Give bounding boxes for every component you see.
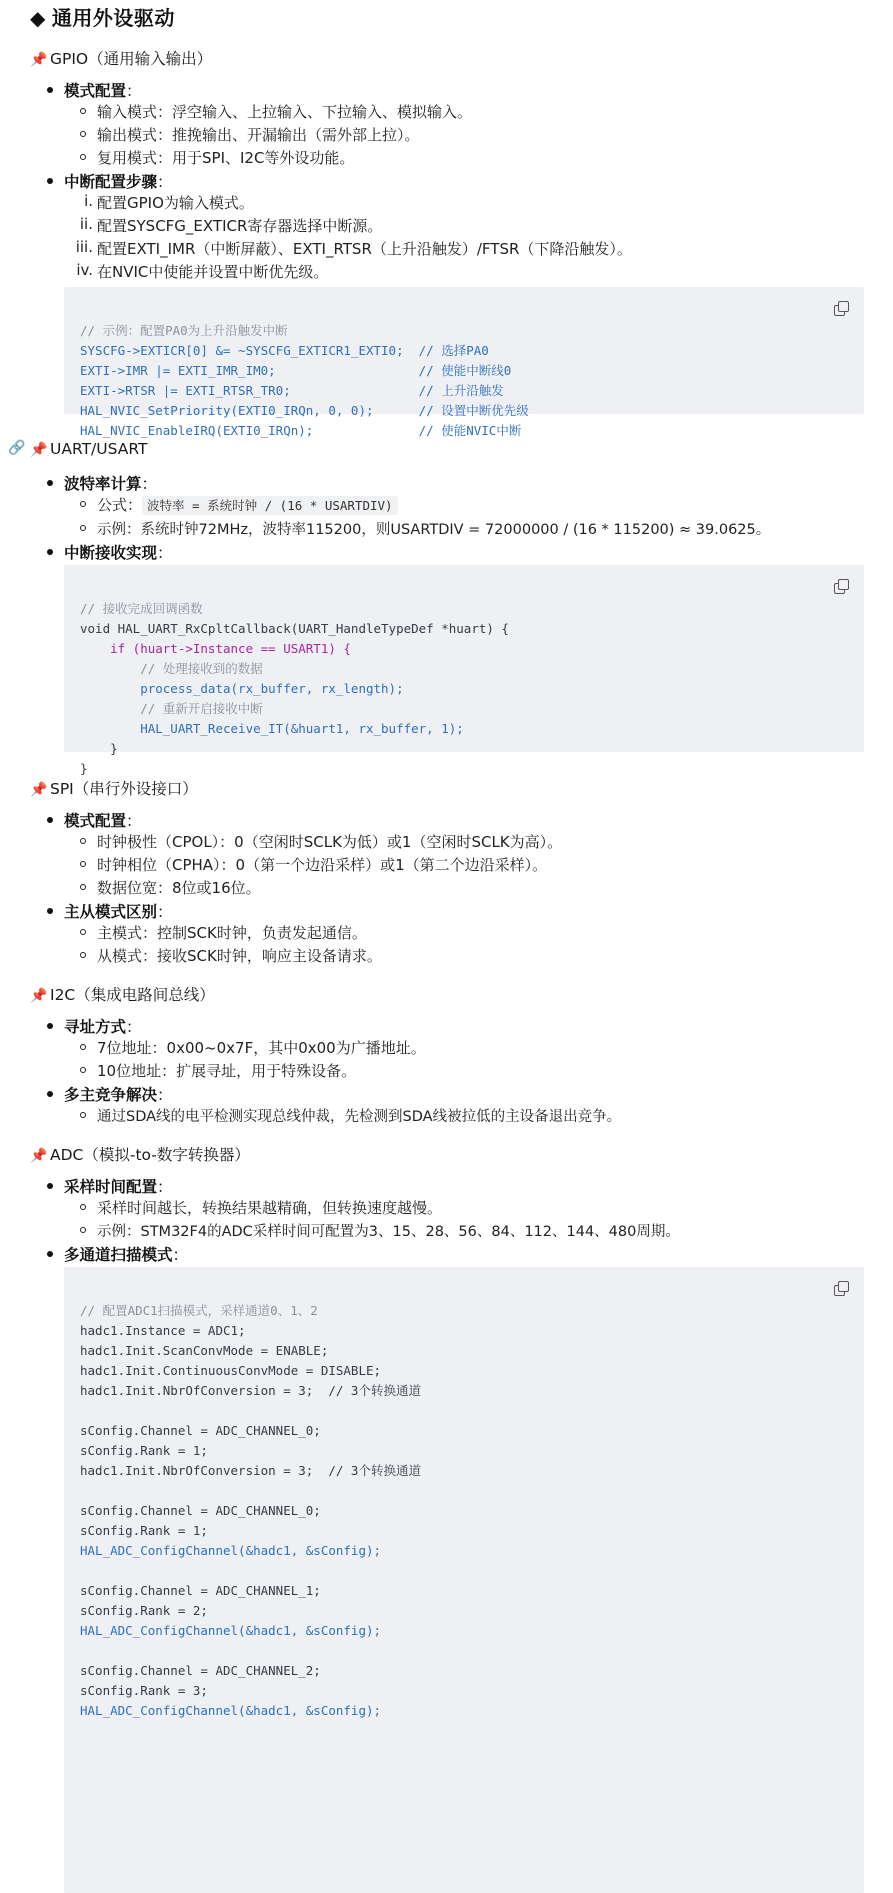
pushpin-icon: 📌	[30, 442, 48, 458]
pushpin-icon: 📌	[30, 988, 48, 1004]
list-item-multi-master: 多主竞争解决：	[64, 1083, 173, 1105]
inline-code: 波特率 = 系统时钟 / (16 * USARTDIV)	[142, 496, 398, 515]
ordered-item: iv. 在NVIC中使能并设置中断优先级。	[76, 261, 329, 281]
list-item: 通过SDA线的电平检测实现总线仲裁，先检测到SDA线被拉低的主设备退出竞争。	[97, 1105, 621, 1126]
list-item: 采样时间越长，转换结果越精确，但转换速度越慢。	[97, 1199, 443, 1217]
list-item: 复用模式：用于SPI、I2C等外设功能。	[97, 149, 355, 167]
list-item: 7位地址：0x00~0x7F，其中0x00为广播地址。	[97, 1039, 426, 1057]
section-title-uart: 🔗 📌 UART/USART	[8, 440, 148, 458]
link-icon[interactable]: 🔗	[8, 440, 26, 456]
ordered-item: ii. 配置SYSCFG_EXTICR寄存器选择中断源。	[79, 215, 383, 235]
copy-icon[interactable]	[834, 579, 848, 593]
code-block-adc: // 配置ADC1扫描模式，采样通道0、1、2 hadc1.Instance = ADC1; hadc1.Init.ScanConvMode = ENABLE; hadc1.Init.ContinuousConvMode = DISABLE; hadc1.Init.NbrOfConversion = 3; // 3个转换通道 sConfig.Channel = ADC_CHANNEL_0; sConfig.Rank = 1; hadc1.Init.NbrOfConversion = 3; // 3个转换通道 sConfig.Channel = ADC_CHANNEL_0; sConfig.Rank = 1; HAL_ADC_ConfigChannel(&hadc1, &sConfig); sConfig.Channel = ADC_CHANNEL_1; sConfig.Rank = 2; HAL_ADC_ConfigChannel(&hadc1, &sConfig); sConfig.Channel = ADC_CHANNEL_2; sConfig.Rank = 3; HAL_ADC_ConfigChannel(&hadc1, &sConfig);	[64, 1267, 864, 1893]
list-item: 从模式：接收SCK时钟，响应主设备请求。	[97, 947, 382, 965]
list-item-scan-mode: 多通道扫描模式：	[64, 1243, 188, 1265]
pushpin-icon: 📌	[30, 52, 48, 68]
list-item: 10位地址：扩展寻址，用于特殊设备。	[97, 1062, 357, 1080]
ordered-item: i. 配置GPIO为输入模式。	[84, 192, 254, 212]
section-title-adc: 📌 ADC（模拟-to-数字转换器）	[30, 1146, 250, 1164]
list-item: 示例：STM32F4的ADC采样时间可配置为3、15、28、56、84、112、144、480周期。	[97, 1220, 680, 1241]
pushpin-icon: 📌	[30, 782, 48, 798]
list-item-baud-calc: 波特率计算：	[64, 472, 157, 494]
list-item-irq-steps: 中断配置步骤：	[64, 170, 173, 192]
list-item-sample-time: 采样时间配置：	[64, 1175, 173, 1197]
diamond-icon: ◆	[30, 6, 46, 30]
list-item: 时钟相位（CPHA）：0（第一个边沿采样）或1（第二个边沿采样）。	[97, 856, 548, 874]
pushpin-icon: 📌	[30, 1148, 48, 1164]
section-title-spi: 📌 SPI（串行外设接口）	[30, 780, 198, 798]
copy-icon[interactable]	[834, 301, 848, 315]
list-item-addressing: 寻址方式：	[64, 1015, 142, 1037]
list-item-formula: 公式： 波特率 = 系统时钟 / (16 * USARTDIV)	[97, 494, 398, 515]
list-item: 输入模式：浮空输入、上拉输入、下拉输入、模拟输入。	[97, 103, 473, 121]
list-item-mode-config: 模式配置：	[64, 79, 142, 101]
list-item-irq-receive: 中断接收实现：	[64, 541, 173, 563]
code-block-uart: // 接收完成回调函数 void HAL_UART_RxCpltCallback(UART_HandleTypeDef *huart) { if (huart->Instance == USART1) { // 处理接收到的数据 process_data(rx_buffer, rx_length); // 重新开启接收中断 HAL_UART_Receive_IT(&huart1, rx_buffer, 1); } }	[64, 565, 864, 752]
copy-icon[interactable]	[834, 1281, 848, 1295]
section-title-i2c: 📌 I2C（集成电路间总线）	[30, 986, 215, 1004]
list-item: 输出模式：推挽输出、开漏输出（需外部上拉）。	[97, 126, 420, 144]
list-item: 数据位宽：8位或16位。	[97, 879, 261, 897]
list-item-master-slave: 主从模式区别：	[64, 900, 173, 922]
list-item-mode-config: 模式配置：	[64, 809, 142, 831]
list-item: 时钟极性（CPOL）：0（空闲时SCLK为低）或1（空闲时SCLK为高）。	[97, 833, 563, 851]
section-title-gpio: 📌 GPIO（通用输入输出）	[30, 50, 213, 68]
page-title: ◆ 通用外设驱动	[30, 6, 175, 30]
code-block-gpio: // 示例：配置PA0为上升沿触发中断 SYSCFG->EXTICR[0] &= ~SYSCFG_EXTICR1_EXTI0; // 选择PA0 EXTI->IMR |= EXTI_IMR_IM0; // 使能中断线0 EXTI->RTSR |= EXTI_RTSR_TR0; // 上升沿触发 HAL_NVIC_SetPriority(EXTI0_IRQn, 0, 0); // 设置中断优先级 HAL_NVIC_EnableIRQ(EXTI0_IRQn); // 使能NVIC中断	[64, 287, 864, 414]
list-item: 示例：系统时钟72MHz，波特率115200，则USARTDIV = 72000000 / (16 * 115200) ≈ 39.0625。	[97, 518, 770, 539]
ordered-item: iii. 配置EXTI_IMR（中断屏蔽）、EXTI_RTSR（上升沿触发）/FTSR（下降沿触发）。	[75, 238, 632, 258]
list-item: 主模式：控制SCK时钟，负责发起通信。	[97, 924, 367, 942]
